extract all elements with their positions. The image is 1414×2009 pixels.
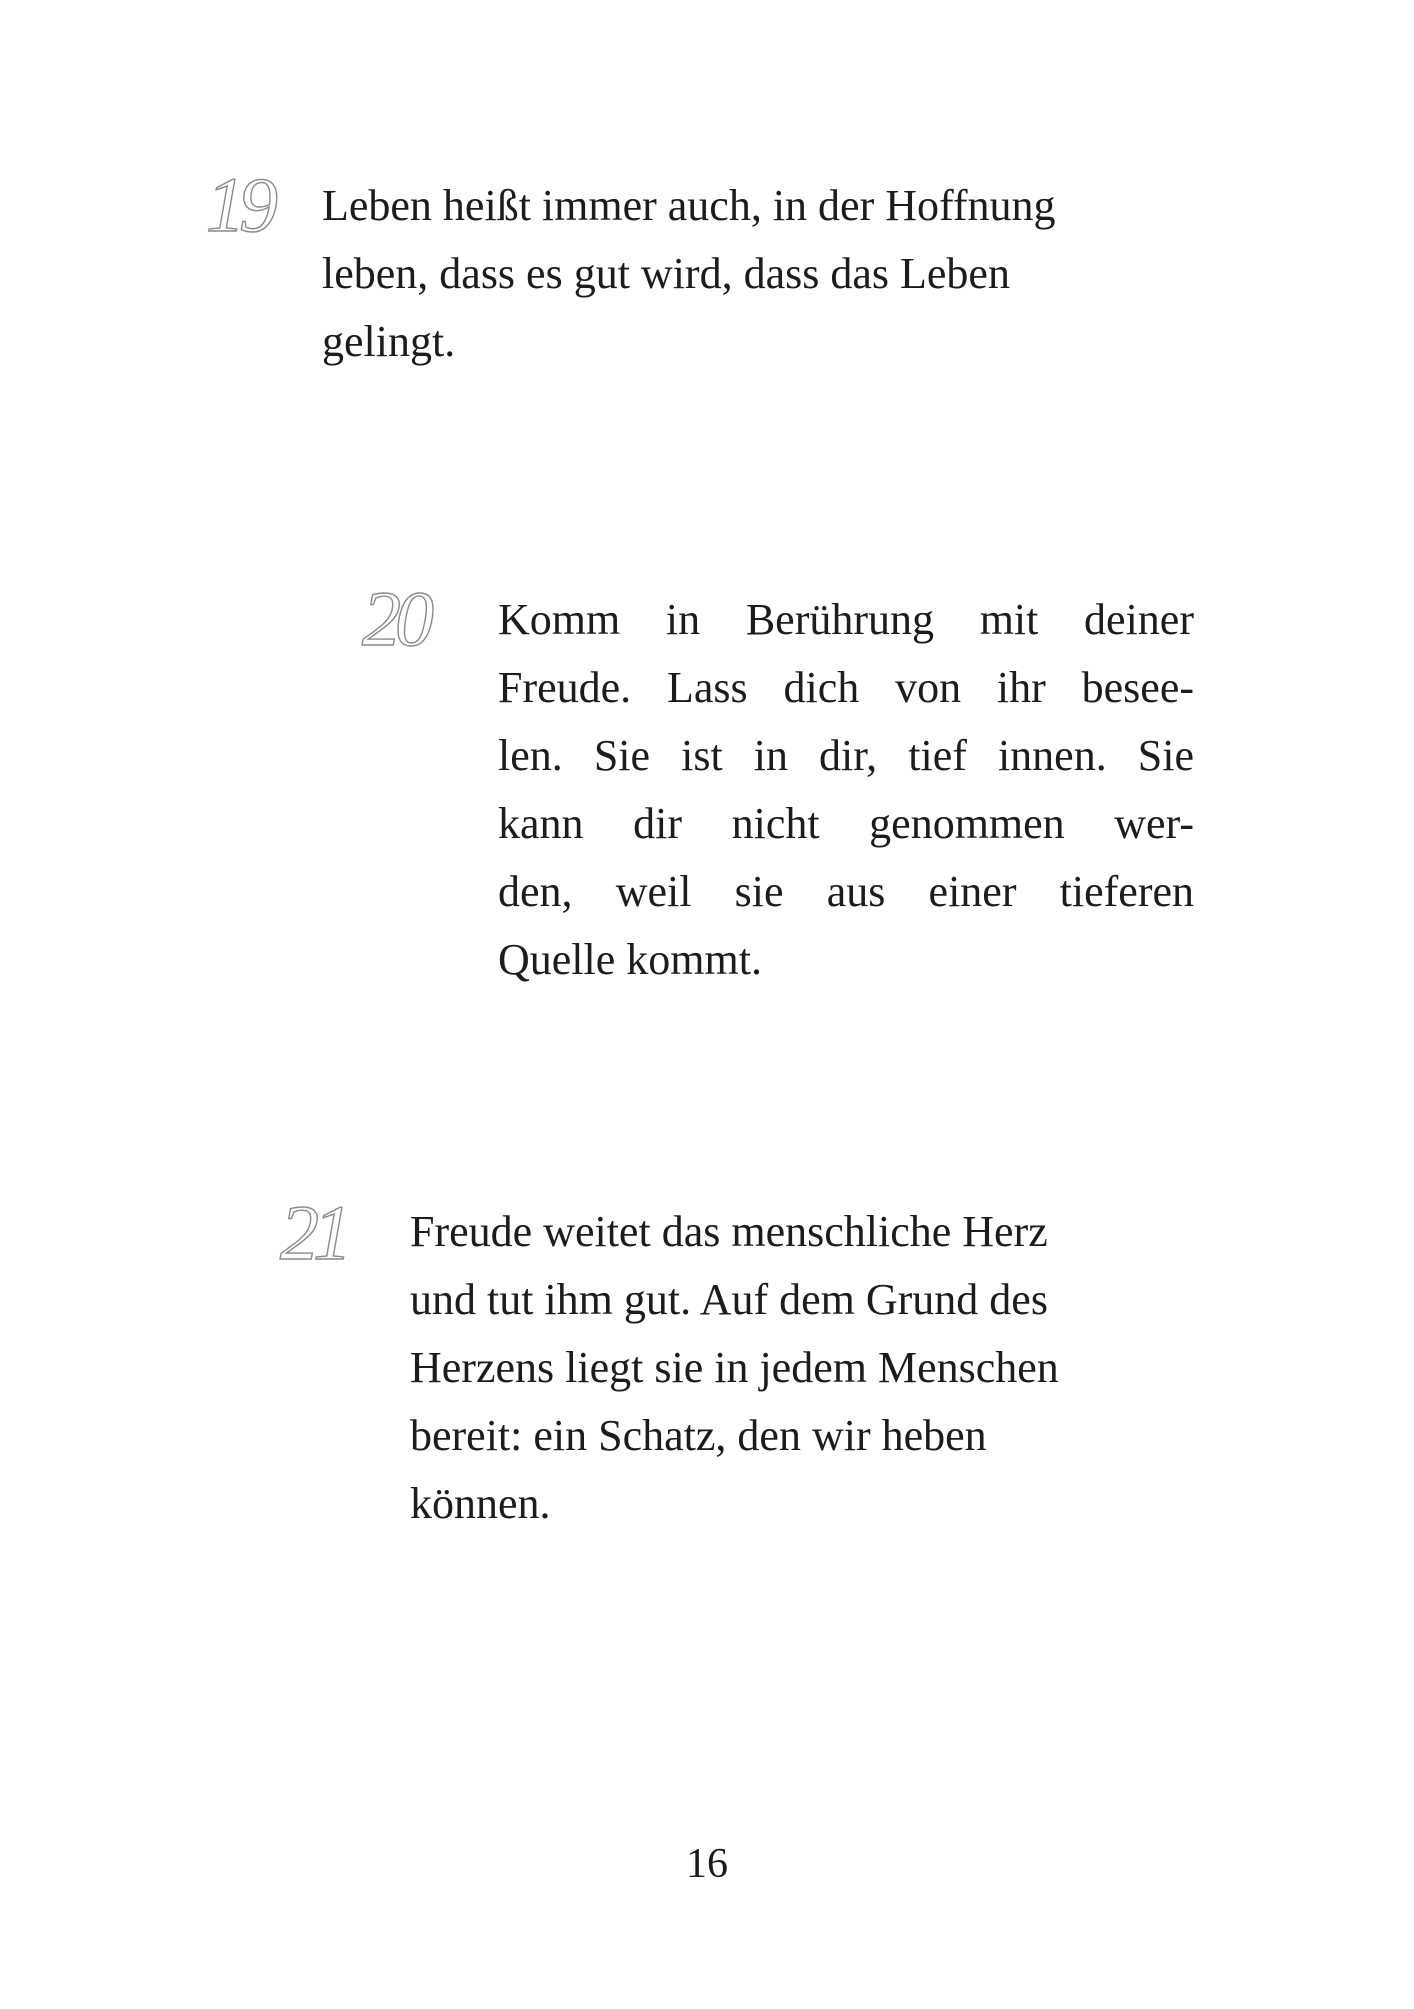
entry-text xyxy=(410,1198,1210,1538)
text-line: Freude. Lass dich von ihr besee- xyxy=(498,663,1194,712)
text-line: leben, dass es gut wird, dass das Leben xyxy=(322,249,1010,298)
entry-number: 19 xyxy=(206,161,272,248)
text-line: bereit: ein Schatz, den wir heben xyxy=(410,1411,987,1460)
text-line: können. xyxy=(410,1479,551,1528)
text-line: Quelle kommt. xyxy=(498,935,762,984)
text-line: gelingt. xyxy=(322,317,456,366)
entry-number: 20 xyxy=(362,575,428,662)
text-line: Freude weitet das menschliche Herz xyxy=(410,1207,1048,1256)
text-line: Leben heißt immer auch, in der Hoffnung xyxy=(322,181,1056,230)
text-line: und tut ihm gut. Auf dem Grund des xyxy=(410,1275,1048,1324)
text-line: len. Sie ist in dir, tief innen. Sie xyxy=(498,731,1194,780)
page-number: 16 xyxy=(686,1841,728,1887)
text-line: Komm in Berührung mit deiner xyxy=(498,595,1194,644)
text-line: Herzens liegt sie in jedem Menschen xyxy=(410,1343,1059,1392)
text-line: kann dir nicht genommen wer- xyxy=(498,799,1194,848)
entry-text xyxy=(498,586,1194,994)
text-line: den, weil sie aus einer tieferen xyxy=(498,867,1194,916)
entry-number: 21 xyxy=(280,1189,346,1276)
entry-text xyxy=(322,172,1202,376)
